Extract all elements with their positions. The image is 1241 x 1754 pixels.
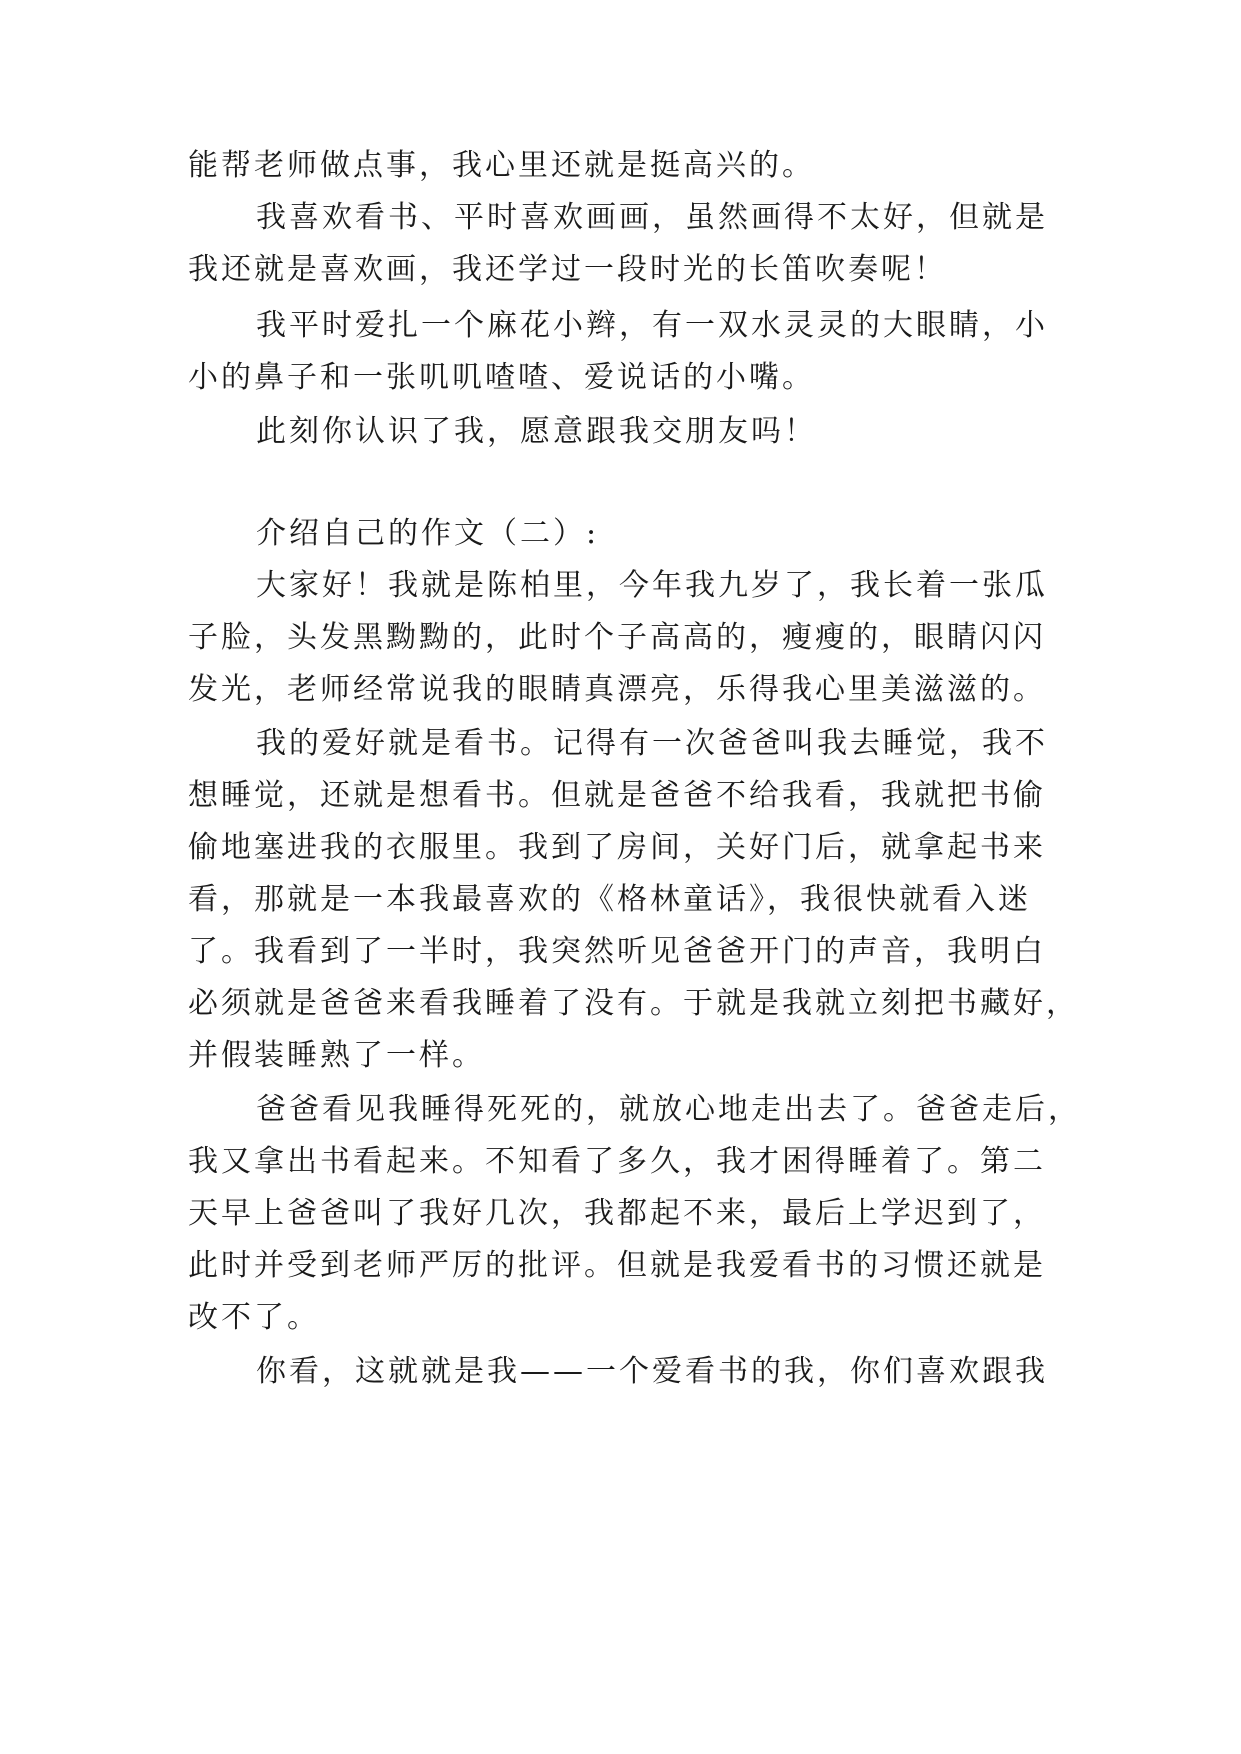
- paragraph-first-line: 我平时爱扎一个麻花小辫，有一双水灵灵的大眼睛，小: [256, 308, 1048, 343]
- text-line: 天早上爸爸叫了我好几次，我都起不来，最后上学迟到了，: [188, 1196, 1046, 1231]
- paragraph-first-line: 我喜欢看书、平时喜欢画画，虽然画得不太好，但就是: [256, 200, 1048, 235]
- text-line: 并假装睡熟了一样。: [188, 1038, 485, 1073]
- text-line: 子脸，头发黑黝黝的，此时个子高高的，瘦瘦的，眼睛闪闪: [188, 620, 1046, 655]
- text-line: 我还就是喜欢画，我还学过一段时光的长笛吹奏呢！: [188, 252, 947, 287]
- text-line: 此时并受到老师严厉的批评。但就是我爱看书的习惯还就是: [188, 1248, 1046, 1283]
- paragraph-first-line: 大家好！我就是陈柏里，今年我九岁了，我长着一张瓜: [256, 568, 1048, 603]
- paragraph-first-line: 我的爱好就是看书。记得有一次爸爸叫我去睡觉，我不: [256, 726, 1048, 761]
- text-line: 发光，老师经常说我的眼睛真漂亮，乐得我心里美滋滋的。: [188, 672, 1046, 707]
- text-line: 能帮老师做点事，我心里还就是挺高兴的。: [188, 148, 815, 183]
- text-line: 偷地塞进我的衣服里。我到了房间，关好门后，就拿起书来: [188, 830, 1046, 865]
- text-line: 改不了。: [188, 1300, 320, 1335]
- paragraph-first-line: 此刻你认识了我，愿意跟我交朋友吗！: [256, 414, 817, 449]
- paragraph-first-line: 你看，这就就是我——一个爱看书的我，你们喜欢跟我: [256, 1354, 1048, 1389]
- text-line: 看，那就是一本我最喜欢的《格林童话》，我很快就看入迷: [188, 882, 1031, 917]
- section-heading: 介绍自己的作文（二）:: [256, 516, 600, 551]
- text-line: 想睡觉，还就是想看书。但就是爸爸不给我看，我就把书偷: [188, 778, 1046, 813]
- paragraph-first-line: 爸爸看见我睡得死死的，就放心地走出去了。爸爸走后，: [256, 1092, 1081, 1127]
- text-line: 必须就是爸爸来看我睡着了没有。于就是我就立刻把书藏好，: [188, 986, 1079, 1021]
- text-line: 小的鼻子和一张叽叽喳喳、爱说话的小嘴。: [188, 360, 815, 395]
- text-line: 我又拿出书看起来。不知看了多久，我才困得睡着了。第二: [188, 1144, 1046, 1179]
- text-line: 了。我看到了一半时，我突然听见爸爸开门的声音，我明白: [188, 934, 1046, 969]
